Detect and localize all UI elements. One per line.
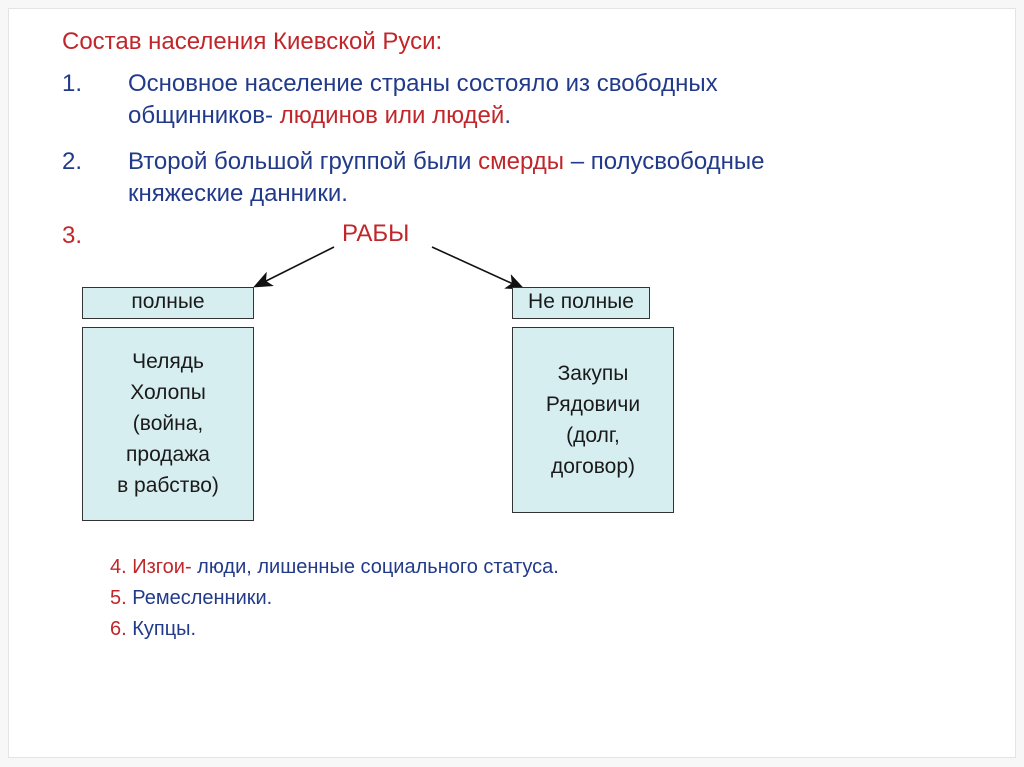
full-slaves-line: Холопы — [130, 381, 206, 404]
item-2-number: 2. — [62, 148, 83, 175]
list-item-rest: люди, лишенные социального статуса. — [191, 556, 559, 578]
full-slaves-line: продажа — [126, 443, 210, 466]
item-2-line1-suffix: – полусвободные — [564, 148, 765, 175]
list-item-number: 6. — [110, 618, 133, 640]
partial-slaves-line: (долг, — [566, 424, 620, 447]
item-2-line1-prefix: Второй большой группой были — [128, 148, 479, 175]
partial-slaves-header: Не полные — [512, 287, 650, 319]
item-2-highlight: смерды — [478, 148, 565, 175]
list-item-number: 4. — [110, 556, 133, 578]
list-item-highlight: Купцы. — [132, 618, 197, 640]
list-item-number: 5. — [110, 587, 133, 609]
list-item-highlight: Изгои- — [132, 556, 192, 578]
full-slaves-line: в рабство) — [117, 474, 219, 497]
slide-title: Состав населения Киевской Руси: — [62, 28, 443, 55]
partial-slaves-line: Закупы — [557, 362, 629, 385]
full-slaves-line: Челядь — [132, 350, 204, 373]
item-2-line2: княжеские данники. — [128, 180, 348, 207]
item-1-highlight: людинов или людей — [279, 102, 505, 129]
list-item-highlight: Ремесленники. — [132, 587, 273, 609]
full-slaves-line: (война, — [132, 412, 204, 435]
item-1-line1: Основное население страны состояло из свободных — [128, 70, 718, 97]
item-1-line2-suffix: . — [504, 102, 511, 129]
arrow-to-partial — [432, 247, 522, 288]
item-3-label: РАБЫ — [342, 220, 410, 247]
item-1-number: 1. — [62, 70, 83, 97]
arrow-to-full — [256, 247, 334, 286]
list-item — [110, 614, 559, 645]
full-slaves-box — [82, 327, 254, 521]
list-item — [110, 552, 559, 583]
item-1-line2-prefix: общинников- — [128, 102, 280, 129]
full-slaves-header: полные — [82, 287, 254, 319]
additional-groups-list — [110, 552, 559, 645]
list-item — [110, 583, 559, 614]
partial-slaves-box — [512, 327, 674, 513]
partial-slaves-line: договор) — [550, 455, 636, 478]
partial-slaves-line: Рядовичи — [545, 393, 641, 416]
item-3-number: 3. — [62, 222, 83, 249]
